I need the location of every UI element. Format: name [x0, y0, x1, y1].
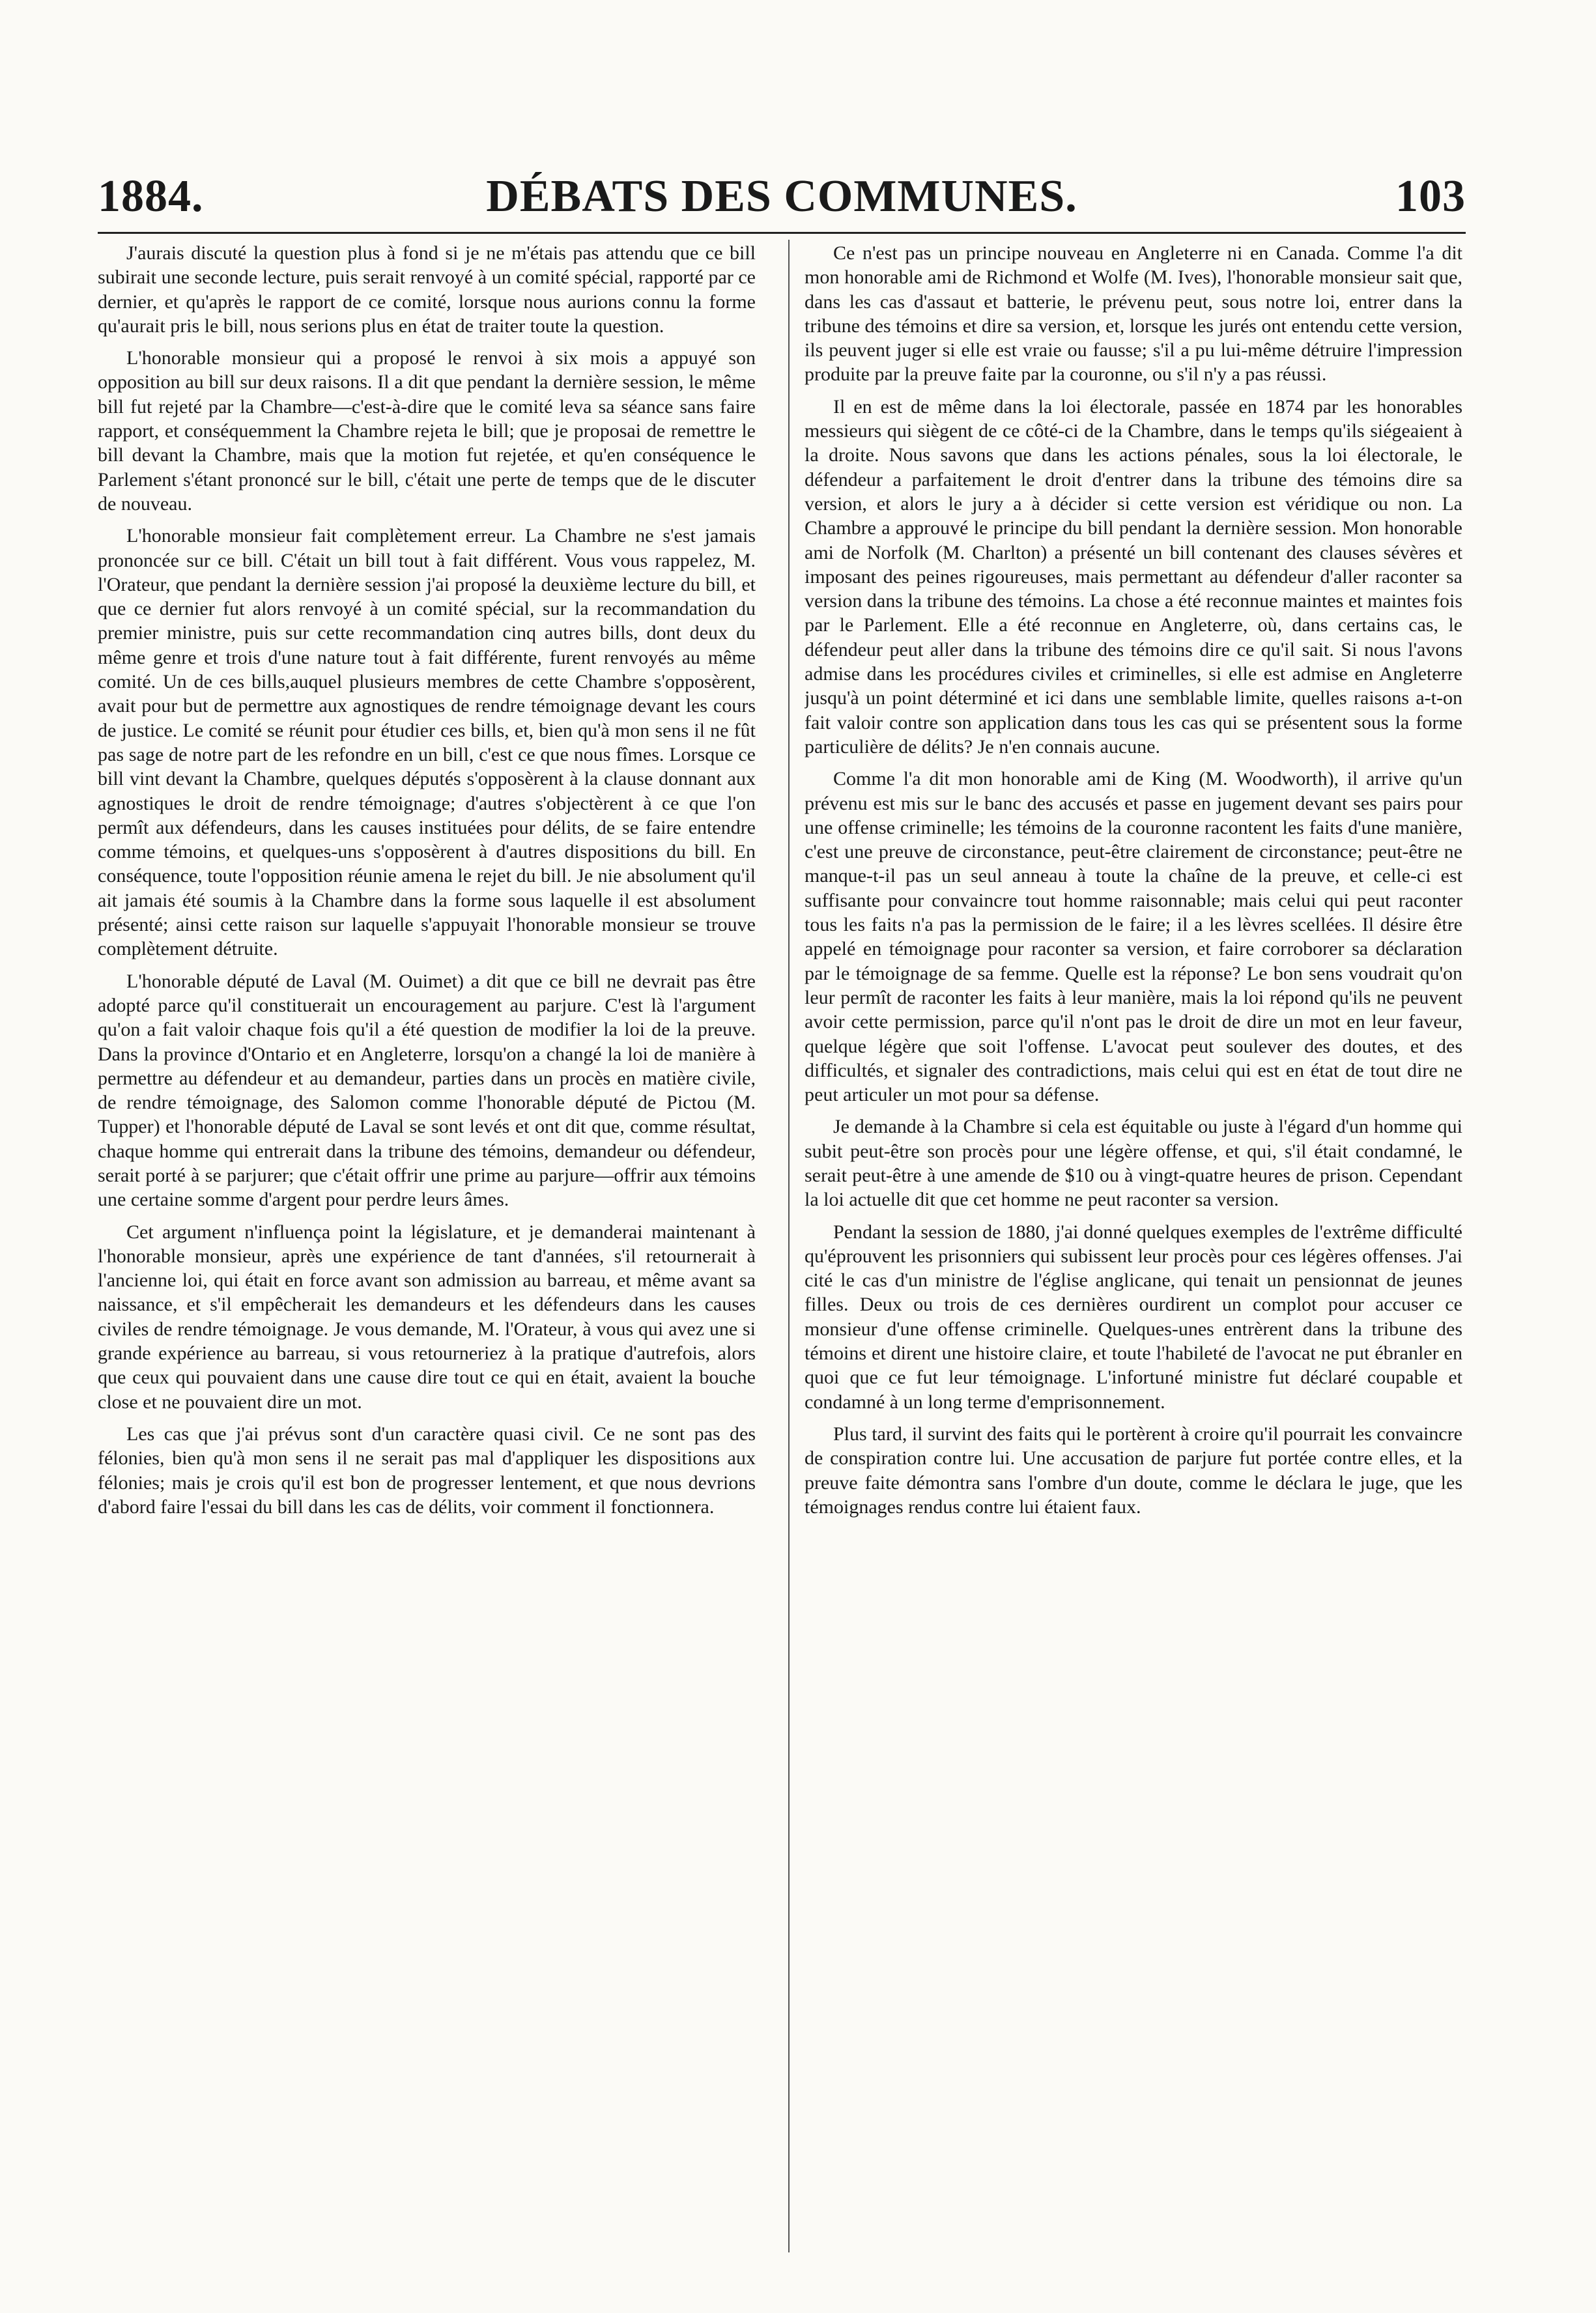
paragraph: Les cas que j'ai prévus sont d'un caractère quasi civil. Ce ne sont pas des félonies, bien qu'à mon sens il ne serait pas mal d'appliquer les dispositions aux félonies; mais je crois qu'il est bon de progresser lentement, et que nous devrions d'abord faire l'essai du bill dans les cas de délits, voir comment il fonctionnera.: [98, 1423, 756, 1518]
paragraph: Cet argument n'influença point la législature, et je demanderai maintenant à l'honorable monsieur, après une expérience de tant d'années, s'il retournerait à l'ancienne loi, qui était en force avant son admission au barreau, et même avant sa naissance, et s'il empêcherait les demandeurs et les défendeurs dans les causes civiles de rendre témoignage. Je vous demande, M. l'Orateur, à vous qui avez une si grande expérience au barreau, si vous retourneriez à la pratique d'autrefois, alors que ceux qui pouvaient dans une cause dire tout ce qui en était, avaient la bouche close et ne pouvaient dire un mot.: [98, 1221, 756, 1413]
page-title: DÉBATS DES COMMUNES.: [486, 171, 1077, 221]
paragraph: Il en est de même dans la loi électorale, passée en 1874 par les honorables messieurs qui siègent de ce côté-ci de la Chambre, dans le temps qu'ils siégeaient à la droite. Nous savons que dans les actions pénales, sous la loi électorale, le défendeur a parfaitement le droit d'entrer dans la tribune des témoins dire sa version, et alors le jury a à décider si cette version est véridique ou non. La Chambre a approuvé le principe du bill pendant la dernière session. Mon honorable ami de Norfolk (M. Charlton) a présenté un bill contenant des clauses sévères et imposant des peines rigoureuses, mais permettant au défendeur d'aller raconter sa version dans la tribune des témoins. La chose a été reconnue maintes et maintes fois par le Parlement. Elle a été reconnue en Angleterre, où, dans certains cas, le défendeur peut aller dans la tribune des témoins dire ce qu'il sait. Si nous l'avons admise dans les procédures civiles et criminelles, si elle est admise en Angleterre jusqu'à un point déterminé et ici dans une semblable limite, quelles raisons a-t-on fait valoir contre son application dans tous les cas qui se présentent sous la forme particulière de délits? Je n'en connais aucune.: [805, 395, 1462, 758]
paragraph: Plus tard, il survint des faits qui le portèrent à croire qu'il pourrait les convaincre de conspiration contre lui. Une accusation de parjure fut portée contre elles, et la preuve faite démontra sans l'ombre d'un doute, comme le déclara le juge, que les témoignages rendus contre lui étaient faux.: [805, 1423, 1462, 1518]
left-column: [98, 241, 756, 2241]
paragraph: Comme l'a dit mon honorable ami de King (M. Woodworth), il arrive qu'un prévenu est mis sur le banc des accusés et passe en jugement devant ses pairs pour une offense criminelle; les témoins de la couronne racontent les faits d'une manière, c'est une preuve de circonstance, peut-être clairement de circonstance; peut-être ne manque-t-il pas un seul anneau à toute la chaîne de la preuve, et celle-ci est suffisante pour convaincre tout homme raisonnable; mais celui qui peut raconter tous les faits n'a pas la permission de le faire; il a les lèvres scellées. Il désire être appelé en témoignage pour raconter sa version, et faire corroborer sa déclaration par le témoignage de sa femme. Quelle est la réponse? Le bon sens voudrait qu'on leur permît de raconter les faits à leur manière, mais la loi répond qu'ils ne peuvent avoir cette permission, parce qu'il n'ont pas le droit de dire un mot en leur faveur, quelque légère que soit l'offense. L'avocat peut soulever des doutes, et des difficultés, et signaler des contradictions, mais celui qui est en état de tout dire ne peut articuler un mot pour sa défense.: [805, 768, 1462, 1106]
paragraph: L'honorable monsieur qui a proposé le renvoi à six mois a appuyé son opposition au bill sur deux raisons. Il a dit que pendant la dernière session, le même bill fut rejeté par la Chambre—c'est-à-dire que le comité leva sa séance sans faire rapport, et conséquemment la Chambre rejeta le bill; que je proposai de remettre le bill devant la Chambre, mais que la motion fut rejetée, et qu'en conséquence le Parlement s'étant prononcé sur le bill, c'était une perte de temps que de le discuter de nouveau.: [98, 347, 756, 515]
paragraph: Pendant la session de 1880, j'ai donné quelques exemples de l'extrême difficulté qu'éprouvent les prisonniers qui subissent leur procès pour ces légères offenses. J'ai cité le cas d'un ministre de l'église anglicane, qui tenait un pensionnat de jeunes filles. Deux ou trois de ces dernières ourdirent un complot pour accuser ce monsieur d'une offense criminelle. Quelques-unes entrèrent dans la tribune des témoins et dirent une histoire claire, et toute l'habileté de l'avocat ne put ébranler en quoi que ce fut leur témoignage. L'infortuné ministre fut déclaré coupable et condamné à un long terme d'emprisonnement.: [805, 1221, 1462, 1413]
page-header: [98, 164, 1466, 236]
header-year: 1884.: [98, 171, 204, 221]
right-column: [805, 241, 1462, 2241]
column-divider: [788, 240, 790, 2252]
header-rule: [98, 232, 1466, 234]
paragraph: J'aurais discuté la question plus à fond si je ne m'étais pas attendu que ce bill subirait une seconde lecture, puis serait renvoyé à un comité spécial, rapporté par ce dernier, et qu'après le rapport de ce comité, lorsque nous aurions connu la forme qu'aurait pris le bill, nous serions plus en état de traiter toute la question.: [98, 242, 756, 337]
paragraph: Je demande à la Chambre si cela est équitable ou juste à l'égard d'un homme qui subit peut-être son procès pour une légère offense, et qui, s'il était condamné, le serait peut-être à une amende de $10 ou à vingt-quatre heures de prison. Cependant la loi actuelle dit que cet homme ne peut raconter sa version.: [805, 1116, 1462, 1211]
paragraph: L'honorable député de Laval (M. Ouimet) a dit que ce bill ne devrait pas être adopté parce qu'il constituerait un encouragement au parjure. C'est là l'argument qu'on a fait valoir chaque fois qu'il a été question de modifier la loi de la preuve. Dans la province d'Ontario et en Angleterre, lorsqu'on a changé la loi de manière à permettre au défendeur et au demandeur, parties dans un procès en matière civile, de rendre témoignage, des Salomon comme l'honorable député de Pictou (M. Tupper) et l'honorable député de Laval se sont levés et ont dit que, comme résultat, chaque homme qui entrerait dans la tribune des témoins, demandeur ou défendeur, serait porté à se parjurer; que c'était offrir une prime au parjure—offrir aux témoins une certaine somme d'argent pour perdre leurs âmes.: [98, 970, 756, 1211]
paragraph: Ce n'est pas un principe nouveau en Angleterre ni en Canada. Comme l'a dit mon honorable ami de Richmond et Wolfe (M. Ives), l'honorable monsieur sait que, dans les cas d'assaut et batterie, le prévenu peut, sous notre loi, entrer dans la tribune des témoins et dire sa version, et, lorsque les jurés ont entendu cette version, ils peuvent juger si elle est vraie ou fausse; s'il a pu lui-même détruire l'impression produite par la preuve faite par la couronne, ou s'il n'y a pas réussi.: [805, 242, 1462, 386]
page-number: 103: [1395, 171, 1466, 221]
paragraph: L'honorable monsieur fait complètement erreur. La Chambre ne s'est jamais prononcée sur ce bill. C'était un bill tout à fait différent. Vous vous rappelez, M. l'Orateur, que pendant la dernière session j'ai proposé la deuxième lecture du bill, et que ce dernier fut alors renvoyé à un comité spécial, sur la recommandation du premier ministre, puis sur cette recommandation cinq autres bills, dont deux du même genre et trois d'une nature tout à fait différente, furent renvoyés au même comité. Un de ces bills,auquel plusieurs membres de cette Chambre s'opposèrent, avait pour but de permettre aux agnostiques de rendre témoignage devant les cours de justice. Le comité se réunit pour étudier ces bills, et, bien qu'à mon sens il ne fût pas sage de notre part de les refondre en un bill, c'est ce que nous fîmes. Lorsque ce bill vint devant la Chambre, quelques députés s'opposèrent à la clause donnant aux agnostiques le droit de rendre témoignage; d'autres s'objectèrent à ce que l'on permît aux défendeurs, dans les causes instituées pour délits, de se faire entendre comme témoins, et quelques-uns s'opposèrent à d'autres dispositions du bill. En conséquence, toute l'opposition réunie amena le rejet du bill. Je nie absolument qu'il ait jamais été soumis à la Chambre dans la forme sous laquelle il est absolument présenté; ainsi cette raison sur laquelle s'appuyait l'honorable monsieur se trouve complètement détruite.: [98, 525, 756, 960]
